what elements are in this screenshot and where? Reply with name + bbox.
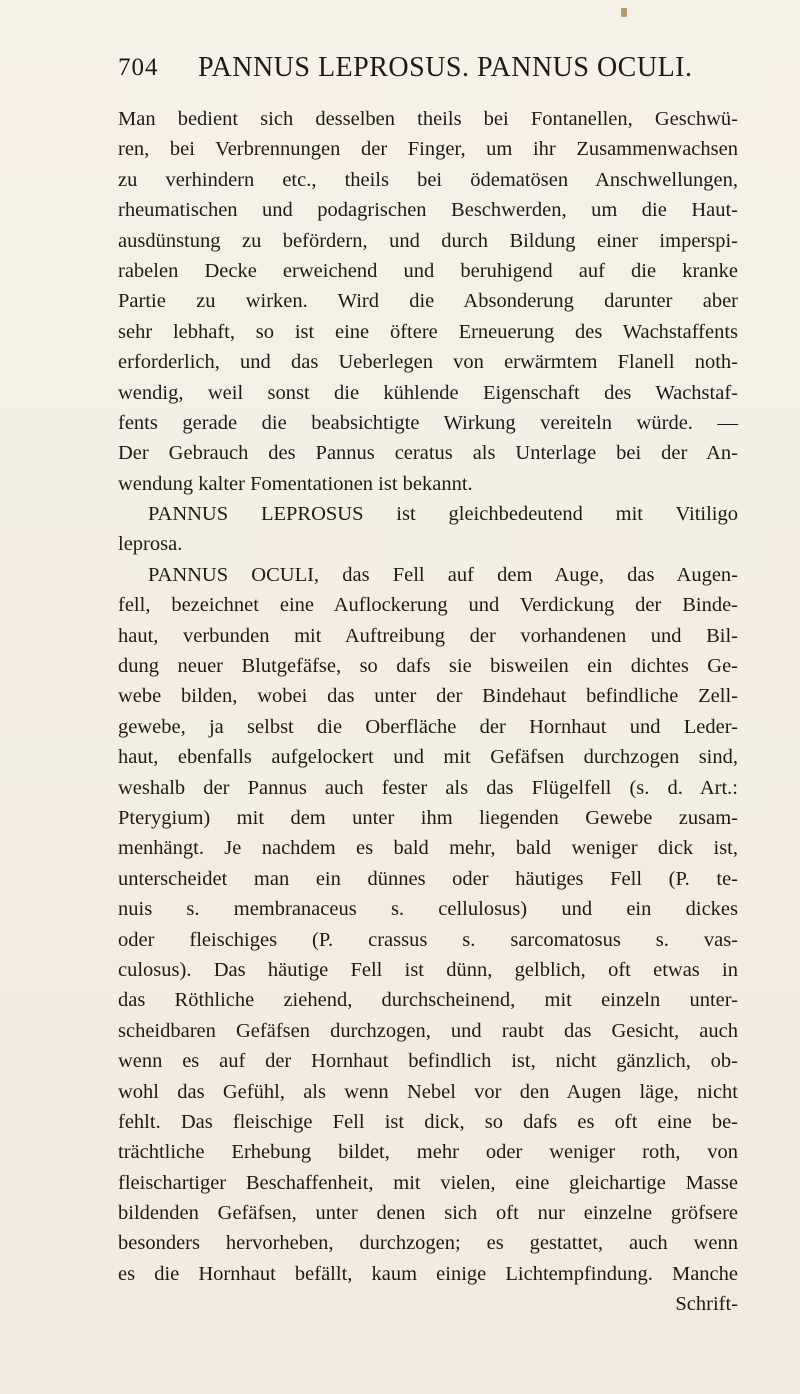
text-line: scheidbaren Gefäfsen durchzogen, und raubt das Gesicht, auch [118,1019,738,1042]
text-line: das Röthliche ziehend, durchscheinend, mit einzeln unter- [118,989,738,1012]
text-line: PANNUS OCULI, das Fell auf dem Auge, das Augen- [148,563,738,586]
text-line: PANNUS LEPROSUS ist gleichbedeutend mit Vitiligo [148,503,738,526]
text-line: oder fleischiges (P. crassus s. sarcomatosus s. vas- [118,928,738,951]
text-line: culosus). Das häutige Fell ist dünn, gelblich, oft etwas in [118,958,738,981]
text-line: unterscheidet man ein dünnes oder häutiges Fell (P. te- [118,867,738,890]
text-line: haut, verbunden mit Auftreibung der vorhandenen und Bil- [118,624,738,647]
body-text [118,104,738,1320]
text-line: Der Gebrauch des Pannus ceratus als Unterlage bei der An- [118,442,738,465]
text-line: trächtliche Erhebung bildet, mehr oder weniger roth, von [118,1141,738,1164]
text-line: bildenden Gefäfsen, unter denen sich oft nur einzelne gröfsere [118,1202,738,1225]
text-line: wendung kalter Fomentationen ist bekannt. [118,472,473,495]
text-line: Man bedient sich desselben theils bei Fontanellen, Geschwü- [118,108,738,130]
page-header [118,51,738,87]
text-line: wenn es auf der Hornhaut befindlich ist, nicht gänzlich, ob- [118,1050,738,1073]
text-line: wendig, weil sonst die kühlende Eigenschaft des Wachstaf- [118,381,738,404]
text-line: menhängt. Je nachdem es bald mehr, bald weniger dick ist, [118,837,738,860]
text-line: leprosa. [118,533,183,556]
text-line: haut, ebenfalls aufgelockert und mit Gefäfsen durchzogen sind, [118,746,738,769]
text-line: rheumatischen und podagrischen Beschwerden, um die Haut- [118,199,738,222]
text-line: fehlt. Das fleischige Fell ist dick, so dafs es oft eine be- [118,1110,738,1133]
text-line: besonders hervorheben, durchzogen; es gestattet, auch wenn [118,1232,738,1255]
text-line: fents gerade die beabsichtigte Wirkung vereiteln würde. — [118,411,738,434]
text-line: erforderlich, und das Ueberlegen von erwärmtem Flanell noth- [118,351,738,374]
text-line: wohl das Gefühl, als wenn Nebel vor den Augen läge, nicht [118,1080,738,1103]
text-line: fell, bezeichnet eine Auflockerung und Verdickung der Binde- [118,594,738,617]
text-line: gewebe, ja selbst die Oberfläche der Hornhaut und Leder- [118,715,738,738]
page-number: 704 [118,54,159,81]
text-line: dung neuer Blutgefäfse, so dafs sie bisweilen ein dichtes Ge- [118,655,738,678]
catchword: Schrift- [675,1293,738,1316]
text-line: es die Hornhaut befällt, kaum einige Lichtempfindung. Manche [118,1262,738,1285]
text-line: Partie zu wirken. Wird die Absonderung darunter aber [118,290,738,313]
text-line: sehr lebhaft, so ist eine öftere Erneuerung des Wachstaffents [118,320,738,343]
text-line: ausdünstung zu befördern, und durch Bildung einer imperspi- [118,229,738,252]
text-line: rabelen Decke erweichend und beruhigend auf die kranke [118,259,738,282]
text-line: weshalb der Pannus auch fester als das Flügelfell (s. d. Art.: [118,776,738,799]
text-line: ren, bei Verbrennungen der Finger, um ihr Zusammenwachsen [118,138,738,161]
text-line: nuis s. membranaceus s. cellulosus) und ein dickes [118,898,738,921]
text-line: fleischartiger Beschaffenheit, mit vielen, eine gleichartige Masse [118,1171,738,1194]
page-mark [621,8,627,17]
running-head: PANNUS LEPROSUS. PANNUS OCULI. [198,52,693,83]
text-line: webe bilden, wobei das unter der Bindehaut befindliche Zell- [118,685,738,708]
text-line: zu verhindern etc., theils bei ödematösen Anschwellungen, [118,168,738,191]
text-line: Pterygium) mit dem unter ihm liegenden Gewebe zusam- [118,806,738,829]
